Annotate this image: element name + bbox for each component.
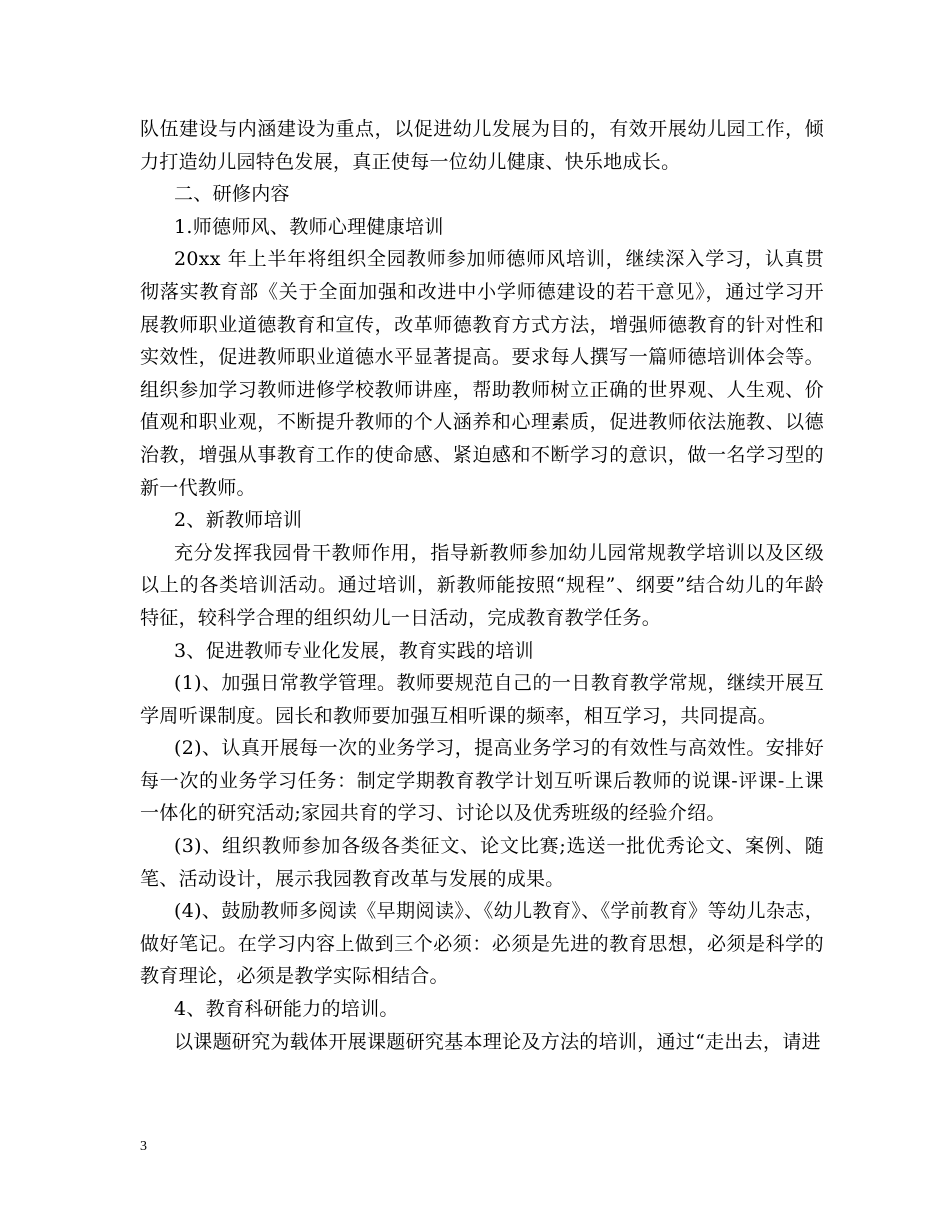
- subheading-ethics-training: 1.师德师风、教师心理健康培训: [174, 215, 444, 238]
- list-item-4-reading: (4)、鼓励教师多阅读《早期阅读》、《幼儿教育》、《学前教育》等幼儿杂志，做好笔记。在学习内容上做到三个必须：必须是先进的教育思想，必须是科学的教育理论，必须是教学实际相结合。: [140, 900, 824, 988]
- list-item-3-essay-competition: (3)、组织教师参加各级各类征文、论文比赛;选送一批优秀论文、案例、随笔、活动设计，展示我园教育改革与发展的成果。: [140, 835, 824, 890]
- subheading-research-training: 4、教育科研能力的培训。: [174, 998, 399, 1021]
- paragraph-ethics-training: 20xx 年上半年将组织全园教师参加师德师风培训，继续深入学习，认真贯彻落实教育部《关于全面加强和改进中小学师德建设的若干意见》，通过学习开展教师职业道德教育和宣传，改革师德教育方式方法，增强师德教育的针对性和实效性，促进教师职业道德水平显著提高。要求每人撰写一篇师德培训体会等。组织参加学习教师进修学校教师讲座，帮助教师树立正确的世界观、人生观、价值观和职业观，不断提升教师的个人涵养和心理素质，促进教师依法施教、以德治教，增强从事教育工作的使命感、紧迫感和不断学习的意识，做一名学习型的新一代教师。: [140, 248, 824, 499]
- section-heading-research-content: 二、研修内容: [174, 183, 290, 206]
- list-item-2-business-study: (2)、认真开展每一次的业务学习，提高业务学习的有效性与高效性。安排好每一次的业务学习任务：制定学期教育教学计划互听课后教师的说课-评课-上课一体化的研究活动;家园共育的学习、讨论以及优秀班级的经验介绍。: [140, 737, 824, 825]
- paragraph-research-training: 以课题研究为载体开展课题研究基本理论及方法的培训，通过“走出去，请进: [174, 1030, 821, 1053]
- subheading-professional-development: 3、促进教师专业化发展，教育实践的培训: [174, 639, 534, 662]
- paragraph-intro-continued: 队伍建设与内涵建设为重点，以促进幼儿发展为目的，有效开展幼儿园工作，倾力打造幼儿园特色发展，真正使每一位幼儿健康、快乐地成长。: [140, 118, 824, 173]
- list-item-1-teaching-management: (1)、加强日常教学管理。教师要规范自己的一日教育教学常规，继续开展互学周听课制度。园长和教师要加强互相听课的频率，相互学习，共同提高。: [140, 672, 824, 727]
- subheading-new-teacher-training: 2、新教师培训: [174, 509, 303, 532]
- page-number: 3: [140, 1139, 147, 1154]
- document-body: [140, 113, 824, 1058]
- paragraph-new-teacher-training: 充分发挥我园骨干教师作用，指导新教师参加幼儿园常规教学培训以及区级以上的各类培训活动。通过培训，新教师能按照“规程”、纲要”结合幼儿的年龄特征，较科学合理的组织幼儿一日活动，完成教育教学任务。: [140, 541, 824, 629]
